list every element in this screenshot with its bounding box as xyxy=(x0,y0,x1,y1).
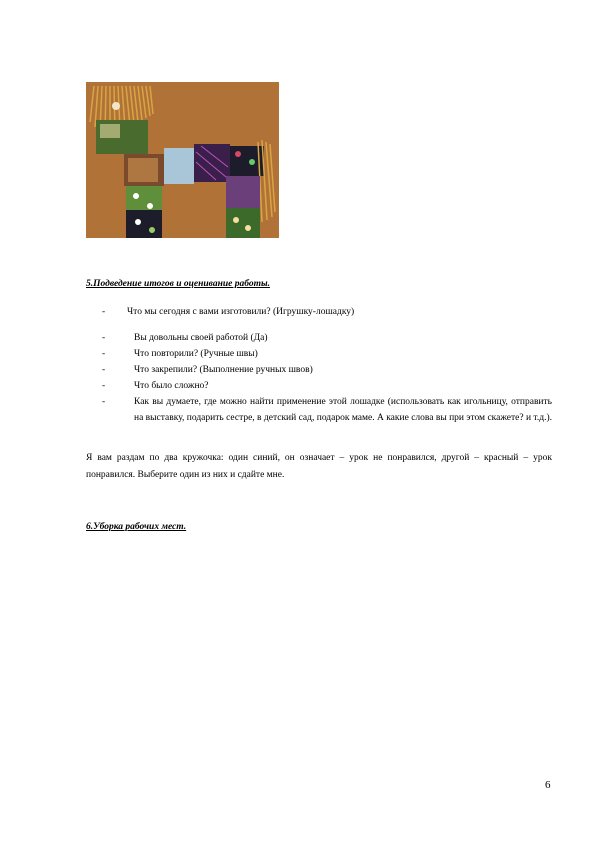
list-dash: - xyxy=(102,397,106,407)
list-dash: - xyxy=(102,307,106,317)
section-6-heading: 6.Уборка рабочих мест. xyxy=(86,522,187,532)
closing-paragraph: Я вам раздам по два кружочка: один синий, он означает – урок не понравился, другой – красный – урок понравился. Выберите один из них и сдайте мне. xyxy=(86,453,552,480)
question-text: Как вы думаете, где можно найти применение этой лошадке (использовать как игольницу, отправить на выставку, подарить сестре, в детский сад, подарок маме. А какие слова вы при этом скажете? и т.д.). xyxy=(134,397,552,423)
question-text: Что повторили? (Ручные швы) xyxy=(134,349,258,359)
list-dash: - xyxy=(102,333,106,343)
question-text: Что мы сегодня с вами изготовили? (Игрушку-лошадку) xyxy=(127,307,355,317)
page-number: 6 xyxy=(545,779,551,791)
section-5-heading: 5.Подведение итогов и оценивание работы. xyxy=(86,279,270,289)
question-text: Что было сложно? xyxy=(134,381,209,391)
toy-horse-photo xyxy=(86,82,279,238)
list-dash: - xyxy=(102,365,106,375)
list-dash: - xyxy=(102,381,106,391)
list-dash: - xyxy=(102,349,106,359)
question-text: Что закрепили? (Выполнение ручных швов) xyxy=(134,365,313,375)
question-text: Вы довольны своей работой (Да) xyxy=(134,333,268,343)
toy-horse-illustration xyxy=(86,82,279,238)
